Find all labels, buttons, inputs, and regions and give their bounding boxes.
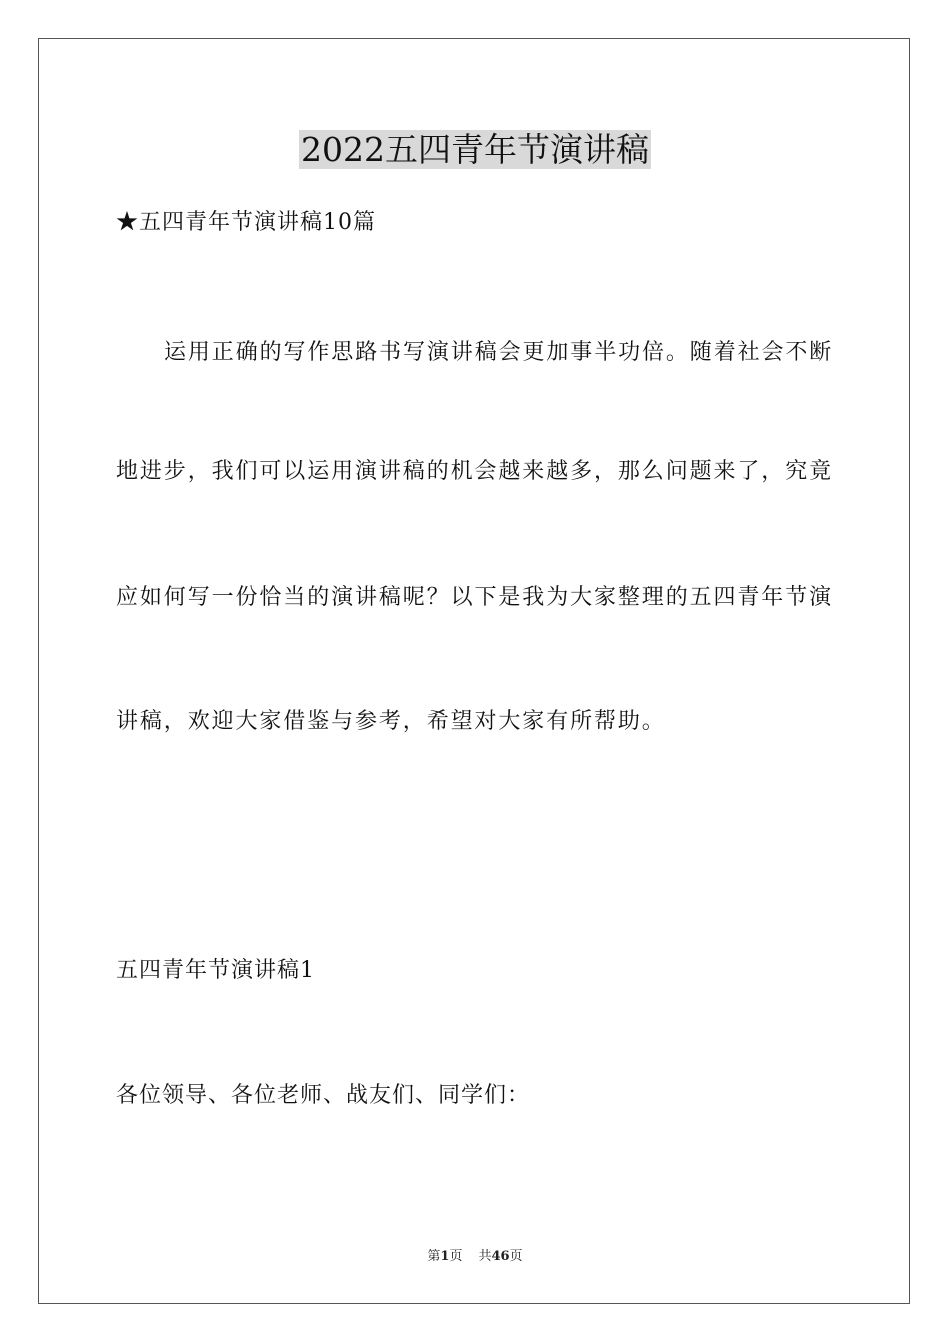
intro-line-4: 讲稿，欢迎大家借鉴与参考，希望对大家有所帮助。 <box>116 709 666 734</box>
salutation: 各位领导、各位老师、战友们、同学们： <box>116 1083 531 1108</box>
section-heading: 五四青年节演讲稿1 <box>116 958 315 983</box>
intro-line-2: 地进步，我们可以运用演讲稿的机会越来越多，那么问题来了，究竟 <box>116 459 834 484</box>
total-suffix: 页 <box>509 1249 523 1264</box>
page-footer <box>0 1248 950 1266</box>
total-prefix: 共 <box>478 1249 492 1264</box>
total-pages: 46 <box>491 1249 510 1264</box>
intro-line-1: 运用正确的写作思路书写演讲稿会更加事半功倍。随着社会不断 <box>164 340 834 365</box>
intro-line-3: 应如何写一份恰当的演讲稿呢？以下是我为大家整理的五四青年节演 <box>116 585 834 610</box>
document-subtitle: ★五四青年节演讲稿10篇 <box>116 210 376 235</box>
document-title <box>0 126 950 174</box>
page-prefix: 第 <box>427 1249 441 1264</box>
document-title-text: 2022五四青年节演讲稿 <box>301 130 649 169</box>
page-number: 1 <box>440 1249 450 1264</box>
page-suffix: 页 <box>449 1249 463 1264</box>
